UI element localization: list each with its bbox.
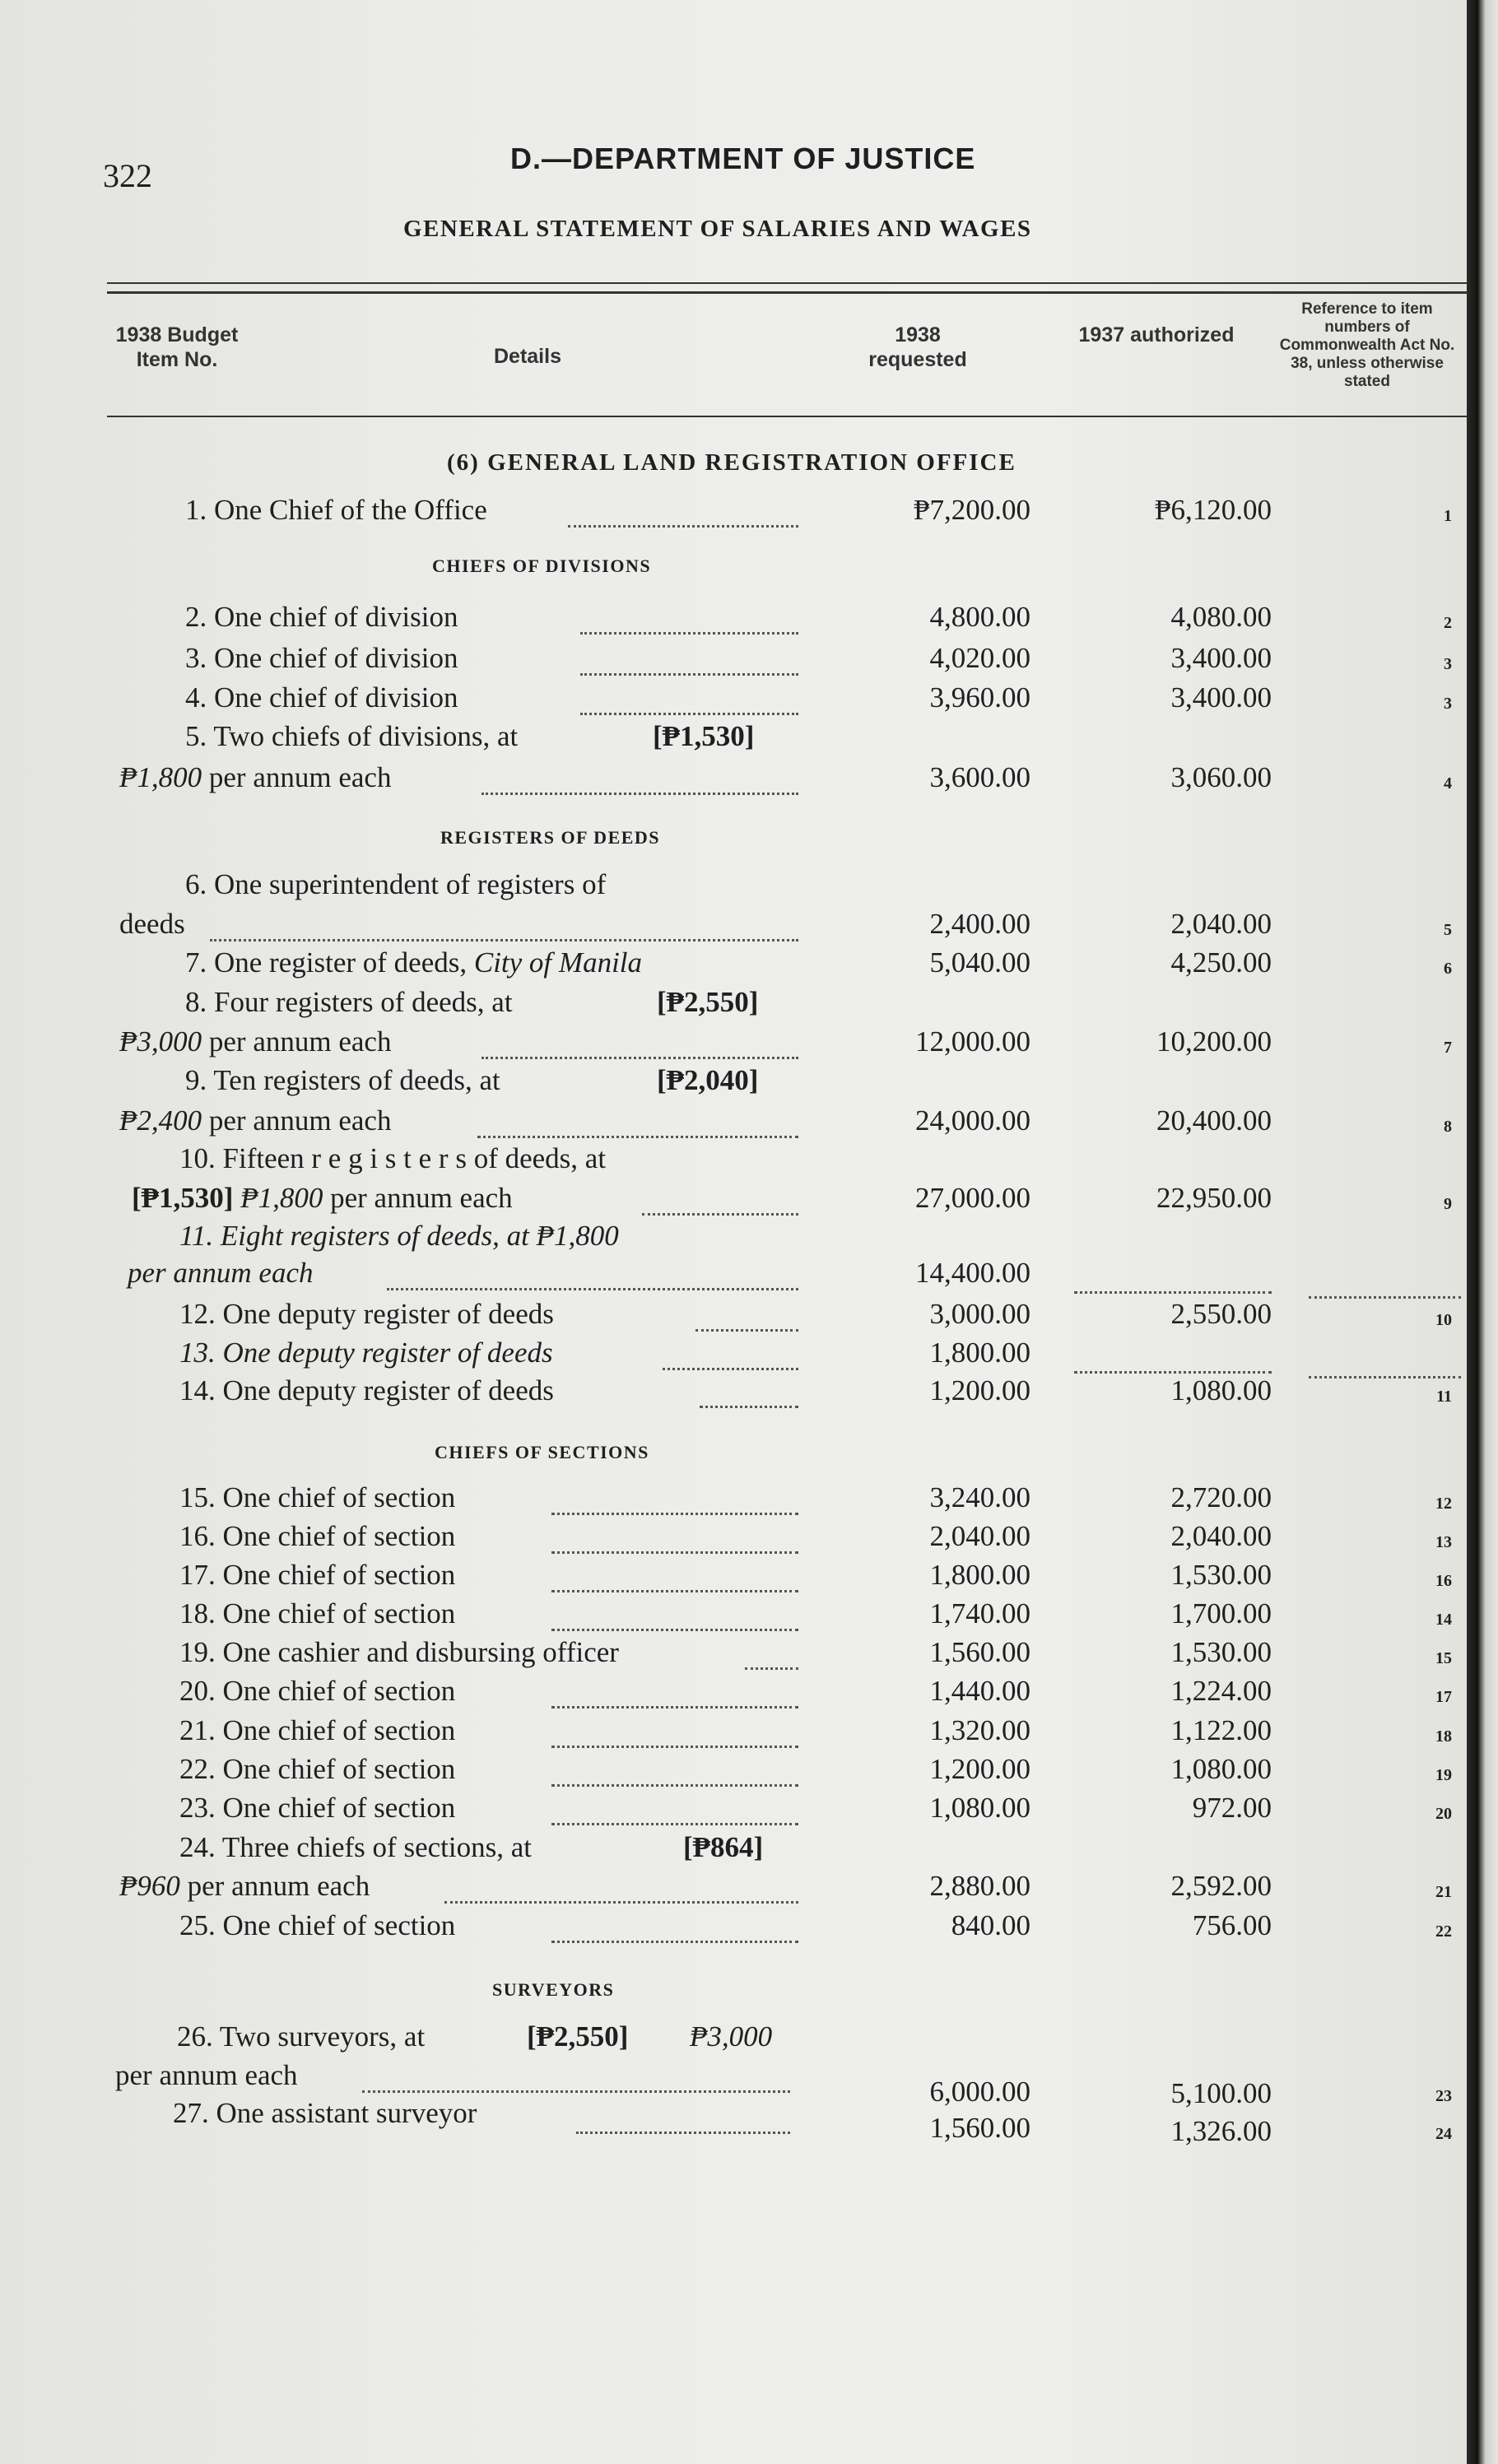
budget-row [0, 1298, 1467, 1337]
authorized-amount: 756.00 [1192, 1909, 1272, 1941]
reference-number: 9 [1444, 1195, 1452, 1213]
budget-row [0, 1792, 1467, 1831]
item-details: 13. One deputy register of deeds [179, 1337, 553, 1369]
item-details-cont [119, 1025, 391, 1058]
item-old-rate: [₱2,550] [527, 2020, 629, 2053]
leader-dots [362, 2090, 790, 2093]
item-old-rate: [₱2,550] [657, 986, 759, 1018]
budget-row [0, 1257, 1467, 1296]
authorized-amount: 1,224.00 [1170, 1675, 1272, 1707]
budget-row [0, 761, 1467, 801]
requested-amount: 3,240.00 [929, 1481, 1030, 1513]
authorized-amount: 20,400.00 [1156, 1104, 1272, 1137]
item-details-cont [119, 1870, 370, 1903]
item-new-rate: ₱1,800 [240, 1182, 323, 1214]
item-details: 17. One chief of section [179, 1559, 456, 1591]
item-details: 11. Eight registers of deeds, at ₱1,800 [179, 1220, 619, 1252]
budget-row [0, 1870, 1467, 1909]
item-details-cont [132, 1182, 513, 1215]
budget-row [0, 2020, 1467, 2060]
requested-amount: 1,200.00 [929, 1374, 1030, 1406]
budget-row [0, 1753, 1467, 1792]
authorized-amount: 3,060.00 [1170, 761, 1272, 793]
budget-row [0, 1337, 1467, 1376]
requested-amount: 1,440.00 [929, 1675, 1030, 1707]
budget-row [0, 1597, 1467, 1637]
item-old-rate: [₱864] [683, 1831, 764, 1863]
leader-dots [551, 1513, 798, 1515]
header-rule [107, 416, 1467, 417]
requested-amount: 1,740.00 [929, 1597, 1030, 1629]
authorized-amount: 972.00 [1192, 1792, 1272, 1824]
leader-dots [696, 1329, 798, 1332]
budget-row [0, 2059, 1467, 2109]
authorized-amount: 1,530.00 [1170, 1636, 1272, 1668]
budget-row [0, 986, 1467, 1025]
authorized-amount: 1,080.00 [1170, 1753, 1272, 1785]
item-details: 19. One cashier and disbursing officer [179, 1636, 619, 1668]
leader-dots [551, 1784, 798, 1787]
authorized-amount: 4,080.00 [1170, 601, 1272, 633]
budget-row [0, 642, 1467, 681]
authorized-amount: 1,530.00 [1170, 1559, 1272, 1591]
budget-row [0, 908, 1467, 947]
authorized-amount: 22,950.00 [1156, 1182, 1272, 1214]
authorized-amount: ₱6,120.00 [1155, 494, 1272, 526]
subhead-chiefs-sections: CHIEFS OF SECTIONS [435, 1442, 649, 1462]
requested-amount: 14,400.00 [915, 1257, 1030, 1289]
leader-dots [663, 1368, 798, 1370]
authorized-amount: 3,400.00 [1170, 681, 1272, 714]
item-details: 3. One chief of division [185, 642, 458, 674]
item-text: per annum each [208, 1025, 392, 1058]
budget-row [0, 601, 1467, 640]
leader-dots [580, 713, 798, 715]
header-details: Details [494, 345, 561, 368]
authorized-amount: 1,122.00 [1170, 1714, 1272, 1746]
requested-amount: 3,960.00 [929, 681, 1030, 714]
leader-dots [642, 1213, 798, 1216]
section-title: (6) GENERAL LAND REGISTRATION OFFICE [447, 449, 1016, 476]
budget-row [0, 1220, 1467, 1259]
item-details: 9. Ten registers of deeds, at [185, 1064, 500, 1096]
reference-number: 18 [1435, 1727, 1452, 1746]
reference-number: 12 [1435, 1495, 1452, 1513]
item-details: 12. One deputy register of deeds [179, 1298, 554, 1330]
item-details-cont [119, 1104, 391, 1137]
subhead-chiefs-divisions: CHIEFS OF DIVISIONS [432, 556, 652, 576]
blank-authorized [1074, 1291, 1272, 1294]
requested-amount: 1,320.00 [929, 1714, 1030, 1746]
item-details: 22. One chief of section [179, 1753, 456, 1785]
reference-number: 10 [1435, 1311, 1452, 1329]
requested-amount: 2,400.00 [929, 908, 1030, 940]
item-text: 7. One register of deeds, [185, 946, 468, 979]
item-new-rate: ₱3,000 [119, 1025, 202, 1058]
authorized-amount: 10,200.00 [1156, 1025, 1272, 1058]
reference-number: 15 [1435, 1649, 1452, 1667]
requested-amount: 12,000.00 [915, 1025, 1030, 1058]
authorized-amount: 1,326.00 [1170, 2115, 1272, 2147]
budget-row [0, 681, 1467, 721]
statement-title: GENERAL STATEMENT OF SALARIES AND WAGES [403, 216, 1032, 242]
budget-row [0, 1104, 1467, 1144]
reference-number: 3 [1444, 695, 1452, 713]
budget-row [0, 1909, 1467, 1949]
item-details-cont [119, 761, 391, 794]
leader-dots [387, 1288, 798, 1290]
item-details: 23. One chief of section [179, 1792, 456, 1824]
budget-row [0, 1714, 1467, 1754]
leader-dots [580, 632, 798, 635]
reference-number: 21 [1435, 1883, 1452, 1901]
header-authorized: 1937 authorized [1078, 323, 1235, 346]
budget-row [0, 494, 1467, 533]
reference-number: 23 [1435, 2087, 1452, 2105]
reference-number: 5 [1444, 921, 1452, 939]
item-details: 21. One chief of section [179, 1714, 456, 1746]
authorized-amount: 5,100.00 [1170, 2077, 1272, 2109]
authorized-amount: 2,040.00 [1170, 908, 1272, 940]
item-details [185, 946, 642, 979]
requested-amount: 6,000.00 [929, 2076, 1030, 2108]
requested-amount: 1,800.00 [929, 1337, 1030, 1369]
leader-dots [482, 1057, 798, 1059]
requested-amount: 1,560.00 [929, 2112, 1030, 2144]
item-details: 2. One chief of division [185, 601, 458, 633]
item-details: 1. One Chief of the Office [185, 494, 487, 526]
item-new-rate: ₱960 [119, 1870, 180, 1902]
reference-number: 22 [1435, 1922, 1452, 1941]
authorized-amount: 2,592.00 [1170, 1870, 1272, 1902]
reference-number: 19 [1435, 1766, 1452, 1784]
item-details: 27. One assistant surveyor [173, 2097, 477, 2129]
item-details: 14. One deputy register of deeds [179, 1374, 554, 1406]
leader-dots [444, 1901, 798, 1904]
item-details: 25. One chief of section [179, 1909, 456, 1941]
reference-number: 17 [1435, 1688, 1452, 1706]
requested-amount: 4,020.00 [929, 642, 1030, 674]
leader-dots [551, 1629, 798, 1631]
item-text: per annum each [187, 1870, 370, 1902]
leader-dots [551, 1590, 798, 1592]
reference-number: 4 [1444, 774, 1452, 793]
budget-row [0, 1559, 1467, 1598]
reference-number: 11 [1436, 1388, 1452, 1406]
leader-dots [700, 1406, 798, 1408]
reference-number: 2 [1444, 614, 1452, 632]
item-details: 16. One chief of section [179, 1520, 456, 1552]
budget-row [0, 868, 1467, 908]
item-old-rate: [₱1,530] [653, 720, 755, 752]
budget-row [0, 2097, 1467, 2147]
reference-number: 3 [1444, 655, 1452, 673]
leader-dots [482, 793, 798, 795]
book-gutter [1467, 0, 1498, 2464]
budget-row [0, 946, 1467, 986]
budget-row [0, 1374, 1467, 1414]
authorized-amount: 2,040.00 [1170, 1520, 1272, 1552]
requested-amount: 1,080.00 [929, 1792, 1030, 1824]
leader-dots [745, 1667, 798, 1670]
reference-number: 7 [1444, 1039, 1452, 1057]
authorized-amount: 1,700.00 [1170, 1597, 1272, 1629]
budget-row [0, 720, 1467, 760]
leader-dots [551, 1706, 798, 1709]
leader-dots [568, 525, 798, 528]
leader-dots [551, 1941, 798, 1943]
item-details: 18. One chief of section [179, 1597, 456, 1629]
leader-dots [210, 939, 798, 941]
item-old-rate: [₱1,530] [132, 1182, 234, 1214]
authorized-amount: 4,250.00 [1170, 946, 1272, 979]
top-rule [107, 282, 1467, 284]
page-number: 322 [103, 157, 152, 194]
budget-row [0, 1675, 1467, 1714]
subhead-surveyors: SURVEYORS [492, 1979, 615, 2000]
requested-amount: 24,000.00 [915, 1104, 1030, 1137]
requested-amount: 3,000.00 [929, 1298, 1030, 1330]
item-details: 6. One superintendent of registers of [185, 868, 607, 900]
department-title: D.—DEPARTMENT OF JUSTICE [510, 142, 976, 175]
subhead-registers: REGISTERS OF DEEDS [440, 827, 661, 848]
blank-authorized [1074, 1371, 1272, 1374]
item-details: 5. Two chiefs of divisions, at [185, 720, 519, 752]
requested-amount: 1,560.00 [929, 1636, 1030, 1668]
leader-dots [580, 673, 798, 676]
reference-number: 24 [1435, 2125, 1452, 2143]
requested-amount: 2,880.00 [929, 1870, 1030, 1902]
budget-row [0, 1025, 1467, 1065]
header-requested: 1938 requested [868, 323, 967, 371]
requested-amount: 5,040.00 [929, 946, 1030, 979]
authorized-amount: 2,550.00 [1170, 1298, 1272, 1330]
item-new-rate: ₱3,000 [690, 2020, 773, 2053]
leader-dots [576, 2132, 790, 2134]
requested-amount: 840.00 [951, 1909, 1030, 1941]
budget-row [0, 1182, 1467, 1221]
budget-row [0, 1064, 1467, 1104]
authorized-amount: 3,400.00 [1170, 642, 1272, 674]
item-details: 20. One chief of section [179, 1675, 456, 1707]
budget-row [0, 1142, 1467, 1182]
item-details: 8. Four registers of deeds, at [185, 986, 513, 1018]
requested-amount: 27,000.00 [915, 1182, 1030, 1214]
budget-row [0, 1520, 1467, 1560]
reference-number: 16 [1435, 1572, 1452, 1590]
leader-dots [551, 1746, 798, 1748]
reference-number: 13 [1435, 1533, 1452, 1551]
item-new-rate: ₱1,800 [119, 761, 202, 793]
reference-number: 1 [1444, 507, 1452, 525]
item-text: per annum each [330, 1182, 513, 1214]
top-rule-thick [107, 291, 1467, 294]
reference-number: 8 [1444, 1118, 1452, 1136]
requested-amount: 4,800.00 [929, 601, 1030, 633]
item-text: per annum each [208, 761, 392, 793]
item-details: 26. Two surveyors, at [177, 2020, 426, 2053]
header-reference: Reference to item numbers of Commonwealth Act No. 38, unless otherwise stated [1279, 300, 1455, 390]
budget-row [0, 1636, 1467, 1676]
item-old-rate: [₱2,040] [657, 1064, 759, 1096]
item-details-cont: deeds [119, 908, 185, 940]
item-details: 4. One chief of division [185, 681, 458, 714]
requested-amount: 1,800.00 [929, 1559, 1030, 1591]
item-details: 15. One chief of section [179, 1481, 456, 1513]
budget-row [0, 1831, 1467, 1871]
header-item-no: 1938 Budget Item No. [115, 323, 239, 371]
requested-amount: 1,200.00 [929, 1753, 1030, 1785]
item-details: 24. Three chiefs of sections, at [179, 1831, 532, 1863]
budget-row [0, 1481, 1467, 1521]
authorized-amount: 2,720.00 [1170, 1481, 1272, 1513]
leader-dots [551, 1551, 798, 1554]
reference-number: 20 [1435, 1805, 1452, 1823]
requested-amount: 2,040.00 [929, 1520, 1030, 1552]
leader-dots [477, 1136, 798, 1138]
requested-amount: 3,600.00 [929, 761, 1030, 793]
item-details-cont: per annum each [128, 1257, 314, 1289]
item-details: 10. Fifteen r e g i s t e r s of deeds, at [179, 1142, 607, 1174]
reference-number: 6 [1444, 960, 1452, 978]
item-text: per annum each [208, 1104, 392, 1137]
item-new-rate: ₱2,400 [119, 1104, 202, 1137]
reference-number: 14 [1435, 1611, 1452, 1629]
item-place: City of Manila [473, 946, 643, 979]
authorized-amount: 1,080.00 [1170, 1374, 1272, 1406]
leader-dots [551, 1823, 798, 1825]
item-details-cont: per annum each [115, 2059, 298, 2091]
requested-amount: ₱7,200.00 [914, 494, 1030, 526]
